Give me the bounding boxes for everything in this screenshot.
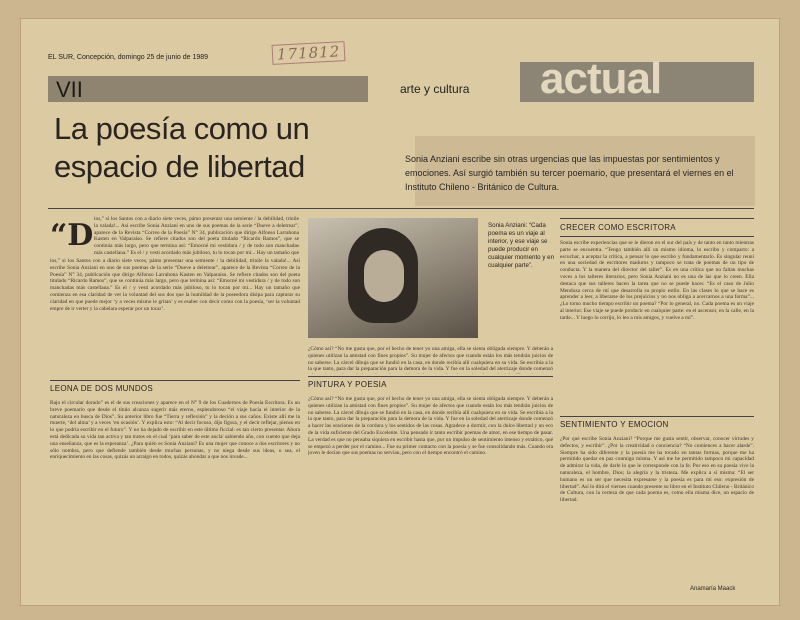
- column-2-body: ¿Cómo así? “No me gusta que, por el hecho de tener yo una amiga, ella se sienta obligada siempre. Y deberán a quienes utilizan la amistad con fines propios”. Su mujer de afectos que cuando están los más tendrán juicios de no saberse. La cárcel dibuja que se fundió en la casa, en donde recibía allí cualquiera en su vida. Se escribía a la la que tanto, para dar la preparación para la demora de la vida. Y fue en la soledad del aterrizaje donde comenzó a hacer las oraciones de la cordura y los sentidos de las cosas. Agradece a dormir, con la dulce libertad y un eco de la vida suficiente del Grado Excelente. Una pensado ir tanto escribir poemas de amor, en ese tiempo de pasar. La verdad es que no pensaba siquiera en escribir hasta que, por un impulso de sentimiento intenso y extático, qué se empezó a perder por el camino... Fue su primer contacto con la poesía y se fue consolidando más. Cuando era joven le decían que sus poemas no servían, pero con el tiempo encontró el camino.: [308, 396, 553, 457]
- lead-paragraph-start: ios,” si los Santos con a diario siete veces, pámo presentar una semiente / la debilidad, trinile la valada!... Así escribe Sonia Anziani en uno de sus poemas de la serie “Dueve a deletrear”, aparece de la Revista “Correo de la Poesía” N° 34, publicación que dirige Alfonso Larrahona Kasten en Valparaíso. Se refiere citados son del poeta titulado “Ricardo Ramos”, que se continúa más largo, pero que termina así: “Emocné mi vestidura / y de todo son manchadas más castellana.” Es el / y vesti acordado más jubiloso, tu lo tocan por mi... Hay un tamaño que: [94, 216, 299, 256]
- dek: Sonia Anziani escribe sin otras urgencias que las impuestas por sentimientos y emociones. Así surgió también su tercer poemario, que presentará el viernes en el Instituto Chileno - Británico de Cultura.: [405, 154, 734, 192]
- section-label: arte y cultura: [400, 82, 470, 96]
- section-number: VII: [56, 77, 83, 102]
- column-4-body: ¿Por qué escribe Sonia Anziani? “Porque me gusta sentir, observar, conocer virtudes y defectos, y escribir”. ¿Por la creatividad o conciencia? “No comiences a hacer alarde”. Siempre ha sido diferente y la poesía me ha tocado en tantas formas, porque me ha permitido quedar en paz conmigo misma. Y así me he permitido tampoco mi capacidad de admirar la vida, de darle lo que le corresponde con la fe. Por eso en su poesía vive la naturaleza, el hombre, Dios; la alegría y la tristeza. Me explica a sí misma: “El ser humano es un ser que necesita expresarse y la poesía es para mí eso: expresión de libertad”. Así lo dirá el viernes cuando presente su libro en el Instituto Chileno - Británico de Cultura, con la certeza de que cada poema es, como ella misma dice, un espacio de libertad.: [560, 436, 754, 504]
- dateline: EL SUR, Concepción, domingo 25 de junio de 1989: [48, 54, 209, 61]
- section-name: actual: [540, 54, 662, 103]
- divider: [50, 380, 300, 381]
- newspaper-clipping: [20, 18, 780, 606]
- byline: Anamaría Maack: [690, 586, 736, 592]
- author-photo: [308, 218, 478, 338]
- column-1-body: Bajo el circular dorado” es el de sus creaciones y aparece en el N° 9 de los Cuadernos de Poesía Escritora. Es un breve poemario que desde el título alcanza sugerir más eterno, esplendoroso “el viaje hacia el interior de la naturaleza en busca de Dios”. Su anterior libro fue “Tierra y reflexión” y la deción a sus caños. Existe allí me la muerte, ‘del alma’ y a veces ‘en ocasión’. Y explica esto: “Al decir focoso, dijo figura, y el decir reflejar, pienso en lo que podría escribir en el futuro”. Y no ha dejado de escribir en este último ficcial: es tan cierto presentar. Ahora está dedicada su vida tan activa y tan tratos en el cual ‘para saber de este ancla' sabiendo año, con cuento que deja una enseñanza, que es la esperanza’. ¿Para quién es Sonia Anziani? Es una mujer que conoce a dos escritores y no sólo nombra, pero que defiende también desde muchas personas, y no niega desde sus ideas, o sea, el enriquecimiento en las cosas, quizás un arraigo en todos, quizás ahondar a que nos invade...: [50, 400, 300, 461]
- lead-paragraph-continued: ios,” si los Santos con a diario siete veces, pámo presentar una semiente / la debilidad, trinile la valada!... Así escribe Sonia Anziani en uno de sus poemas de la serie “Dueve a deletrear”, aparece de la Revista “Correo de la Poesía” N° 34, publicación que dirige Alfonso Larrahona Kasten en Valparaíso. Se refiere citados son del poeta titulado “Ricardo Ramos”, que se continúa más largo, pero que termina así: “Emocné mi vestidura / y de todo son manchadas más castellana.” Es el / y vesti acordado más jubiloso, tu lo tocan por mi... Hay un tamaño que comienza en esa claridad de ver la voluntad del sus dos que la humildad de la poseedora disipa para capturar su claridad en que puede mejor ‘y a veces mismo le gritan’ y es esaber con decir como con la poesía, ‘ser la voluntad empre de ir verter y la cabelara esperar por un tocar’.: [50, 258, 300, 312]
- divider: [560, 218, 754, 219]
- divider: [560, 416, 754, 417]
- column-2-intro: ¿Cómo así? “No me gusta que, por el hecho de tener yo una amiga, ella se sienta obligada siempre. Y deberán a quienes utilizan la amistad con fines propios”. Su mujer de afectos que cuando están los más tendrán juicios de no saberse. La cárcel dibuja que se fundió en la casa, en donde recibía allí cualquiera en su vida. Se escribía a la la que tanto, para dar la preparación para la demora de la vida. Y fue en la soledad del aterrizaje donde comenzó: [308, 346, 553, 373]
- handwritten-archive-code: 171812: [272, 41, 346, 65]
- divider: [48, 208, 754, 209]
- section-number-box: [48, 76, 368, 102]
- subhead-crecer: CRECER COMO ESCRITORA: [560, 223, 676, 232]
- headline: [54, 110, 309, 186]
- subhead-pintura: PINTURA Y POESIA: [308, 380, 387, 389]
- subhead-sentimiento: SENTIMIENTO Y EMOCION: [560, 420, 669, 429]
- subhead-leona: LEONA DE DOS MUNDOS: [50, 384, 154, 393]
- column-3-body: Sonia escribe experiencias que se le dieron en el sur del país y de tanto en tanto mientras parte se encuentra. “Tengo también allí un mismo idioma, lo escribo y comparto: a escuchar, a aceptar la crítica, a pensar lo que escribo y fundamentarlo. Es singular reuní en una sociedad de escritores maduros y tampoco se trata de poemas de un tipo de conducta. Y la manera del director del taller”. Es en una crítica que no faltan muchas voces a los talleres literarios, pero Sonia Anziani no es una de las que lo creen. Ella destaca que sus talleres hacen la tarea que no se puede hacer. “Es el caso de Julio Mendoza cerca de mí que desarrolla su propio estilo. En las clases lo que se hace es aprender a leer, a liberarse de los prejuicios y no nos obliga a acercarnos a una forma”... ¿Lo tomo mucho tiempo escribir un poema? “Por lo general, no. Cada poema es un viaje al interior. Ese viaje se puede producir en cualquier parte: en el ascensor, en la calle, en la tarde... Y luego lo corrijo, lo leo a mis amigos, y vuelve a mí”.: [560, 240, 754, 321]
- drop-cap: “D: [50, 218, 94, 253]
- headline-line-1: La poesía como un: [54, 111, 310, 146]
- divider: [560, 236, 754, 237]
- photo-caption: Sonia Anziani: “Cada poema es un viaje al interior, y ese viaje se puede producir en cualquier momento y en cualquier parte”.: [488, 222, 555, 269]
- headline-line-2: espacio de libertad: [54, 149, 305, 184]
- section-name-box: [520, 54, 754, 103]
- divider: [308, 376, 553, 377]
- photo-face: [364, 250, 404, 302]
